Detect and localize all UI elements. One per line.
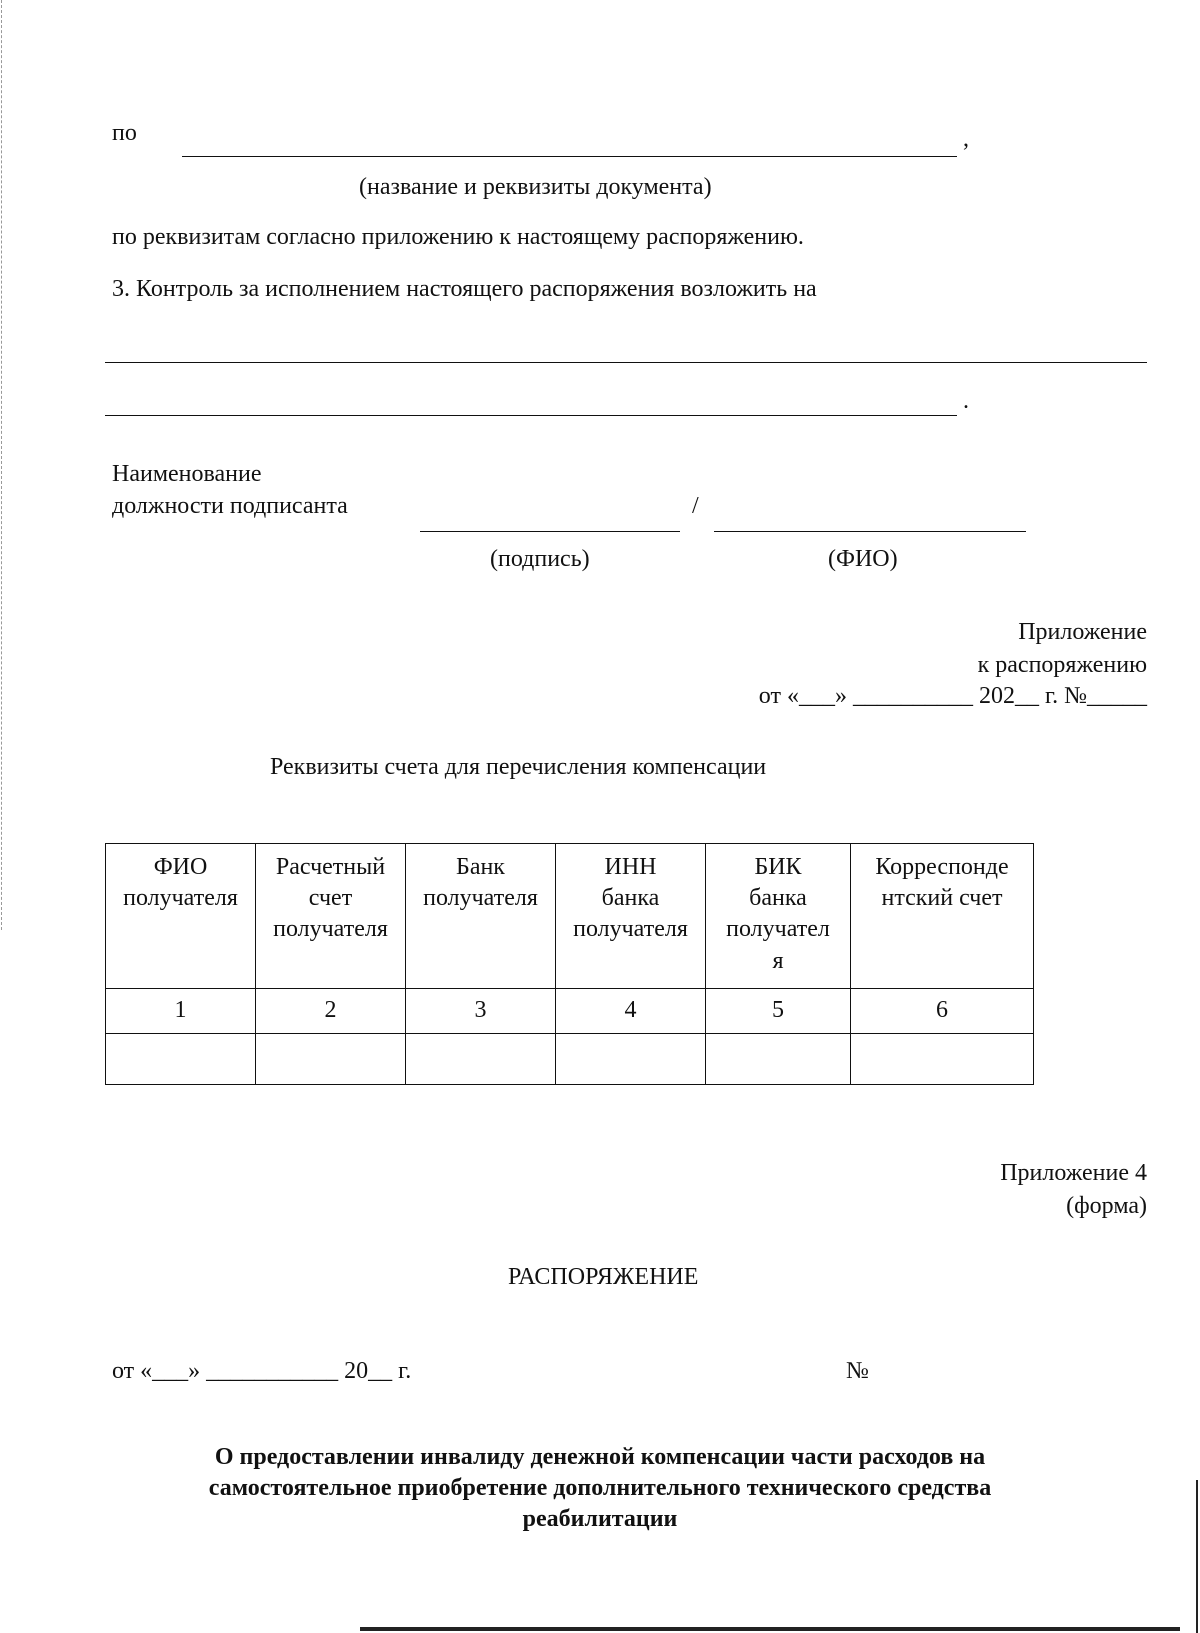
table-title: Реквизиты счета для перечисления компенсации	[270, 754, 767, 780]
responsible-line-2	[105, 415, 957, 416]
signer-position-line2: должности подписанта	[112, 493, 348, 519]
requisites-table	[105, 843, 1034, 1085]
po-label: по	[112, 120, 137, 146]
order-title: О предоставлении инвалиду денежной компенсации части расходов на самостоятельное приобретение дополнительного технического средства реабилитации	[208, 1444, 992, 1533]
signature-caption: (подпись)	[490, 546, 590, 572]
header-cell-bank: Банк получателя	[406, 844, 556, 989]
empty-cell	[556, 1034, 706, 1085]
header-cell-account: Расчетный счет получателя	[256, 844, 406, 989]
comma: ,	[963, 126, 969, 152]
number-cell: 4	[556, 989, 706, 1034]
table-header-row	[106, 844, 1034, 989]
control-item: 3. Контроль за исполнением настоящего распоряжения возложить на	[112, 276, 817, 302]
appendix-line1: Приложение	[1018, 619, 1147, 645]
empty-cell	[851, 1034, 1034, 1085]
requisites-text: по реквизитам согласно приложению к настоящему распоряжению.	[112, 224, 804, 250]
signature-line	[420, 531, 680, 532]
signer-position-line1: Наименование	[112, 461, 262, 487]
empty-cell	[106, 1034, 256, 1085]
order-number-sign: №	[846, 1358, 869, 1384]
table-number-row	[106, 989, 1034, 1034]
appendix-line3: от «___» __________ 202__ г. №_____	[758, 683, 1147, 709]
number-cell: 1	[106, 989, 256, 1034]
number-cell: 6	[851, 989, 1034, 1034]
empty-cell	[406, 1034, 556, 1085]
number-cell: 5	[706, 989, 851, 1034]
appendix4-line1: Приложение 4	[1000, 1160, 1147, 1186]
order-heading: РАСПОРЯЖЕНИЕ	[508, 1264, 699, 1290]
empty-cell	[256, 1034, 406, 1085]
header-cell-fio: ФИО получателя	[106, 844, 256, 989]
document-caption: (название и реквизиты документа)	[359, 174, 712, 200]
header-cell-corr-account: Корреспонде нтский счет	[851, 844, 1034, 989]
number-cell: 3	[406, 989, 556, 1034]
slash-separator: /	[692, 493, 699, 519]
appendix-line2: к распоряжению	[977, 652, 1147, 678]
page-edge-right	[1196, 1480, 1198, 1633]
document-fill-line	[182, 156, 957, 157]
header-cell-bik: БИК банка получател я	[706, 844, 851, 989]
period: .	[963, 388, 969, 414]
fio-line	[714, 531, 1026, 532]
order-date-line: от «___» ___________ 20__ г.	[112, 1358, 412, 1384]
header-cell-inn: ИНН банка получателя	[556, 844, 706, 989]
page-edge-dashed	[1, 0, 2, 930]
responsible-line-1	[105, 362, 1147, 363]
empty-cell	[706, 1034, 851, 1085]
number-cell: 2	[256, 989, 406, 1034]
appendix4-line2: (форма)	[1066, 1193, 1147, 1219]
fio-caption: (ФИО)	[828, 546, 898, 572]
table-empty-row	[106, 1034, 1034, 1085]
scan-bottom-bar	[360, 1627, 1180, 1631]
